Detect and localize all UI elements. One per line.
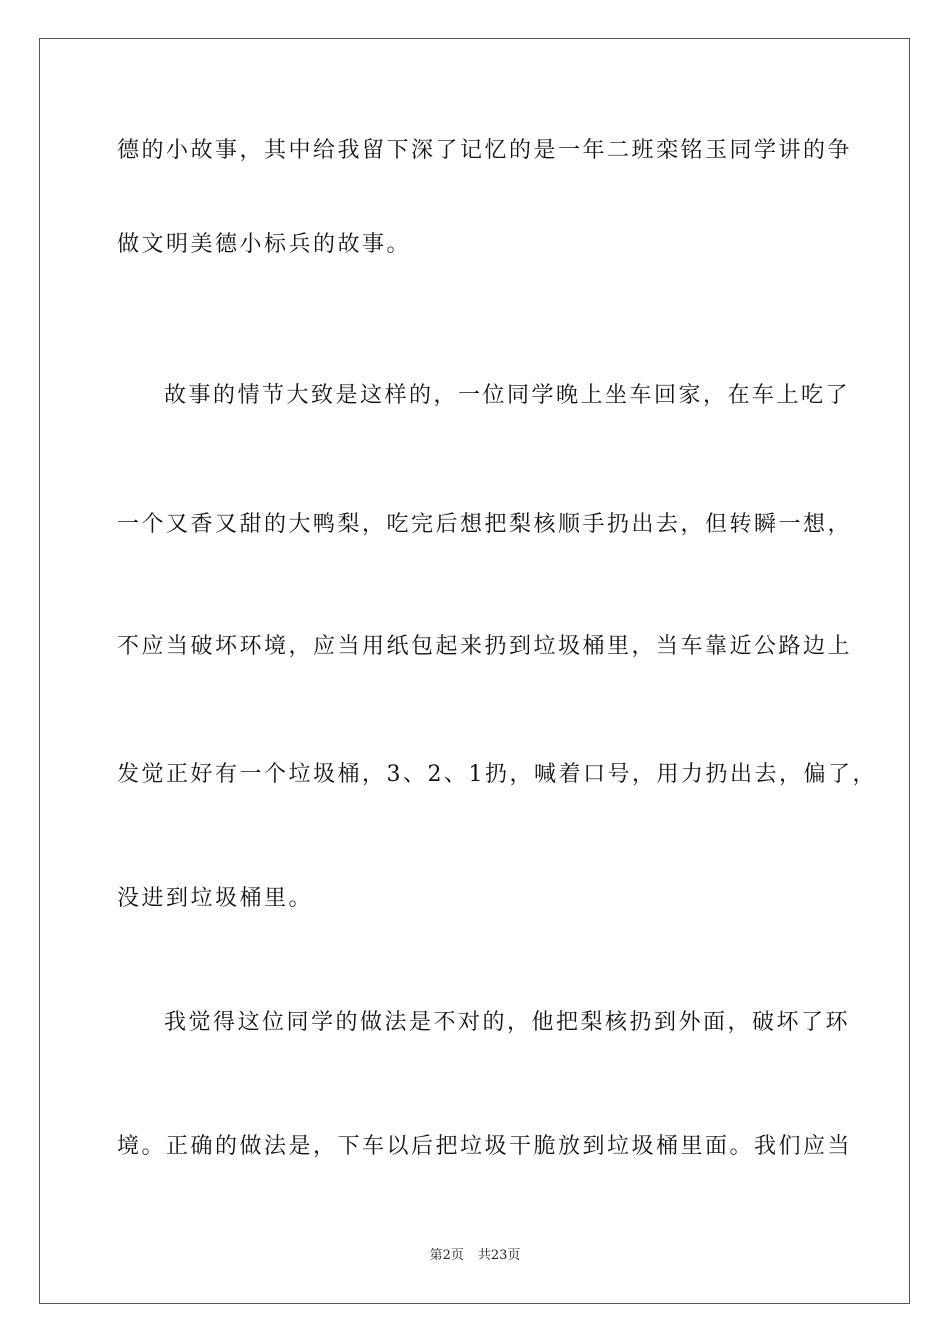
page-number: 第2页 [429,1248,464,1263]
text-line-7: 没进到垃圾桶里。 [117,886,314,911]
page-footer [0,1246,950,1266]
text-line-4: 一个又香又甜的大鸭梨，吃完后想把梨核顺手扔出去，但转瞬一想， [117,512,853,537]
text-line-1: 德的小故事，其中给我留下深了记忆的是一年二班栾铭玉同学讲的争 [117,138,853,163]
paragraph-start-line-3: 故事的情节大致是这样的，一位同学晚上坐车回家，在车上吃了 [164,383,851,408]
page-total: 共23页 [477,1248,521,1263]
text-line-6: 发觉正好有一个垃圾桶，3、2、1扔，喊着口号，用力扔出去，偏了， [117,762,877,787]
text-line-9: 境。正确的做法是，下车以后把垃圾干脆放到垃圾桶里面。我们应当 [117,1134,853,1159]
text-line-5: 不应当破坏环境，应当用纸包起来扔到垃圾桶里，当车靠近公路边上 [117,634,853,659]
paragraph-start-line-8: 我觉得这位同学的做法是不对的，他把梨核扔到外面，破坏了环 [164,1010,851,1035]
page-border [39,38,910,1304]
text-line-2: 做文明美德小标兵的故事。 [117,232,412,257]
